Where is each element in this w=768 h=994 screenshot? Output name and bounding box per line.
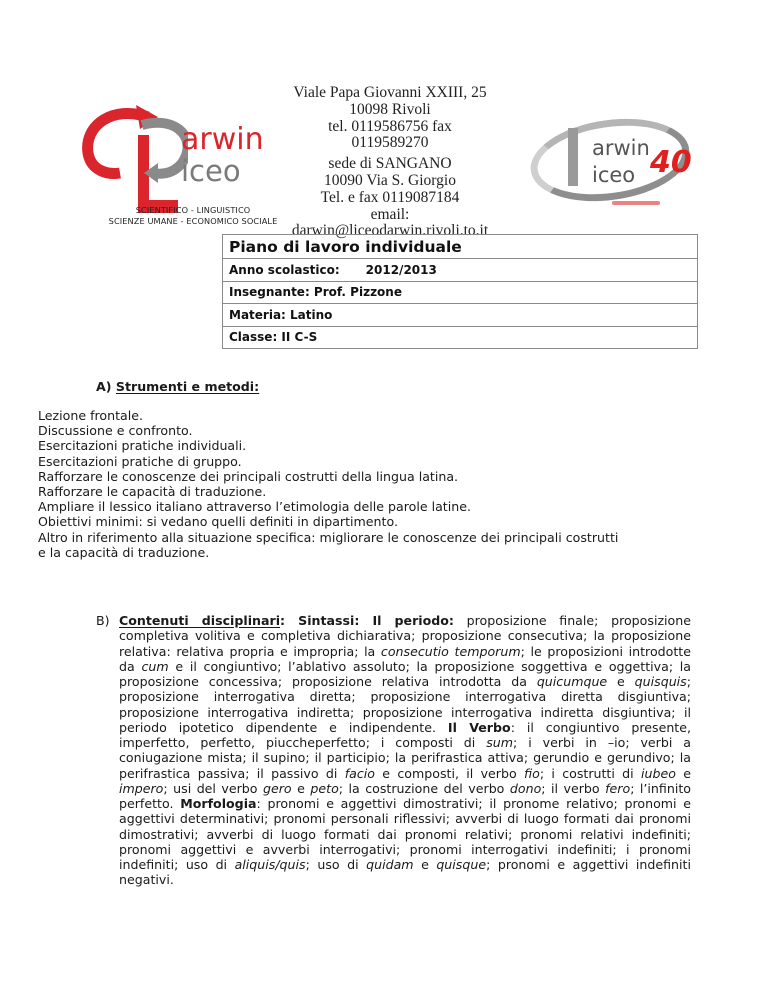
table-row (223, 326, 698, 349)
section-b (96, 613, 691, 888)
text-run: ; il verbo (541, 780, 606, 796)
address-line: 10098 Rivoli (349, 100, 431, 118)
logo-wordmark-iceo: iceo (181, 154, 241, 188)
branch-line: sede di SANGANO (328, 155, 452, 173)
school-year-value: 2012/2013 (365, 262, 437, 277)
text-run: ; la costruzione del verbo (338, 780, 510, 796)
list-item: Rafforzare le capacità di traduzione. (38, 484, 267, 500)
list-item: Obiettivi minimi: si vedano quelli definiti in dipartimento. (38, 514, 398, 530)
table-row (223, 304, 698, 327)
list-item: Esercitazioni pratiche individuali. (38, 438, 247, 454)
list-item: Esercitazioni pratiche di gruppo. (38, 453, 242, 469)
school-year-label: Anno scolastico: (229, 262, 340, 277)
logo-stripe-icon (612, 201, 660, 205)
anniversary-logo (530, 110, 705, 220)
section-a-prefix: A) (96, 379, 112, 394)
logo-wordmark-arwin: arwin (592, 136, 650, 160)
latin-term: iubeo (640, 765, 676, 781)
subject-cell: Materia: Latino (223, 304, 698, 327)
section-b-title: Contenuti disciplinari (119, 613, 281, 628)
latin-term: fero (605, 780, 631, 796)
text-run: : il congiuntivo presente, imperfetto, perfetto, piuccheperfetto; i composti di (119, 719, 691, 750)
text-run: e (291, 780, 311, 796)
text-run: ; pronomi e aggettivi indefiniti negativi. (119, 857, 691, 888)
address-line: Viale Papa Giovanni XXIII, 25 (293, 84, 487, 101)
plan-info-table (222, 234, 698, 349)
text-run: ; uso di (305, 857, 367, 872)
latin-term: quicumque (536, 674, 608, 689)
phone-line: tel. 0119586756 fax (328, 117, 452, 135)
latin-term: quisque (436, 857, 487, 872)
branch-phone-line: Tel. e fax 0119087184 (320, 188, 460, 206)
branch-line: 10090 Via S. Giorgio (324, 171, 456, 189)
text-run: ; proposizione interrogativa diretta; proposizione interrogativa diretta disgiuntiva; proposizione interrogativa indiretta; proposizione interrogativa indiretta disgiuntiva; il periodo ipotetico dipendente e indipendente. (119, 674, 691, 735)
table-row (223, 235, 698, 259)
school-year-cell (223, 259, 698, 282)
text-run: ; i costrutti di (539, 765, 641, 781)
list-item: Lezione frontale. (38, 408, 144, 423)
table-row (223, 259, 698, 282)
latin-term: fio (523, 765, 540, 781)
caption-line-1: SCIENTIFICO - LINGUISTICO (135, 205, 251, 215)
latin-term: peto (310, 780, 339, 796)
logo-wordmark-iceo: iceo (592, 163, 636, 187)
list-item: e la capacità di traduzione. (38, 544, 210, 560)
methods-list (38, 408, 618, 560)
teacher-cell: Insegnante: Prof. Pizzone (223, 281, 698, 304)
logo-wordmark-arwin: arwin (181, 122, 264, 157)
logo-caption (98, 205, 288, 227)
section-b-paragraph (119, 613, 691, 888)
latin-term: dono (509, 780, 542, 796)
text-run: : pronomi e aggettivi dimostrativi; il pronome relativo; pronomi e aggettivi determinativi; pronomi personali riflessivi; avverbi di luogo formati dai pronomi dimostrativi; avverbi di luogo formati dai pronomi relativi; pronomi relativi indefiniti; pronomi aggettivi e avverbi interrogativi; pronomi interrogativi indefiniti; i pronomi indefiniti; uso di (119, 796, 692, 872)
document-title: Piano di lavoro individuale (229, 237, 462, 256)
section-b-content (119, 613, 691, 887)
text-run: ; i verbi in –io; verbi a coniugazione mista; il supino; il participio; la perifrastica attiva; gerundio e gerundivo; la perifrastica passiva; il passivo di (119, 735, 691, 781)
section-b-prefix: B) (96, 613, 110, 628)
list-item: Altro in riferimento alla situazione specifica: migliorare le conoscenze dei principali costrutti (38, 529, 619, 545)
text-run: e (607, 674, 635, 689)
text-run: ; le proposizioni introdotte da (119, 643, 691, 674)
text-run: ; usi del verbo (163, 780, 264, 796)
list-item: Ampliare il lessico italiano attraverso l’etimologia delle parole latine. (38, 499, 471, 515)
list-item: Rafforzare le conoscenze dei principali costrutti della lingua latina. (38, 468, 459, 484)
bold-term: Morfologia (180, 796, 257, 811)
anniversary-badge: 40 (650, 145, 692, 180)
text-run: proposizione finale; proposizione completiva volitiva e completiva dichiarativa; proposizione consecutiva; la proposizione relativa: relativa propria e impropria; la (119, 613, 691, 659)
logo-bar-icon (568, 128, 578, 186)
text-run: e il congiuntivo; l’ablativo assoluto; la proposizione soggettiva e oggettiva; la proposizione concessiva; proposizione relativa introdotta da (119, 658, 692, 689)
fax-line: 0119589270 (351, 134, 429, 152)
text-run: ; l’infinito perfetto. (119, 780, 691, 811)
email-label: email: (370, 205, 410, 223)
section-a-heading (96, 379, 259, 394)
school-address (272, 85, 508, 240)
bold-term: : Sintassi: Il periodo: (280, 613, 454, 628)
text-run: e (413, 857, 437, 872)
bold-term: Il Verbo (447, 719, 511, 735)
latin-term: sum (486, 735, 514, 750)
latin-term: aliquis/quis (234, 857, 306, 872)
text-run: e composti, il verbo (374, 765, 524, 781)
text-run: e (675, 765, 691, 781)
latin-term: cum (141, 658, 169, 674)
latin-term: gero (263, 780, 292, 796)
latin-term: quisquis (634, 674, 687, 689)
latin-term: consecutio temporum (380, 643, 521, 659)
latin-term: facio (344, 765, 375, 781)
list-item: Discussione e confronto. (38, 423, 193, 439)
email-link[interactable]: darwin@liceodarwin.rivoli.to.it (291, 222, 489, 240)
caption-line-2: SCIENZE UMANE - ECONOMICO SOCIALE (108, 216, 278, 226)
table-row (223, 281, 698, 304)
class-cell: Classe: II C-S (223, 326, 698, 349)
section-a-title: Strumenti e metodi: (115, 379, 260, 394)
latin-term: quidam (366, 857, 414, 872)
latin-term: impero (119, 780, 164, 796)
